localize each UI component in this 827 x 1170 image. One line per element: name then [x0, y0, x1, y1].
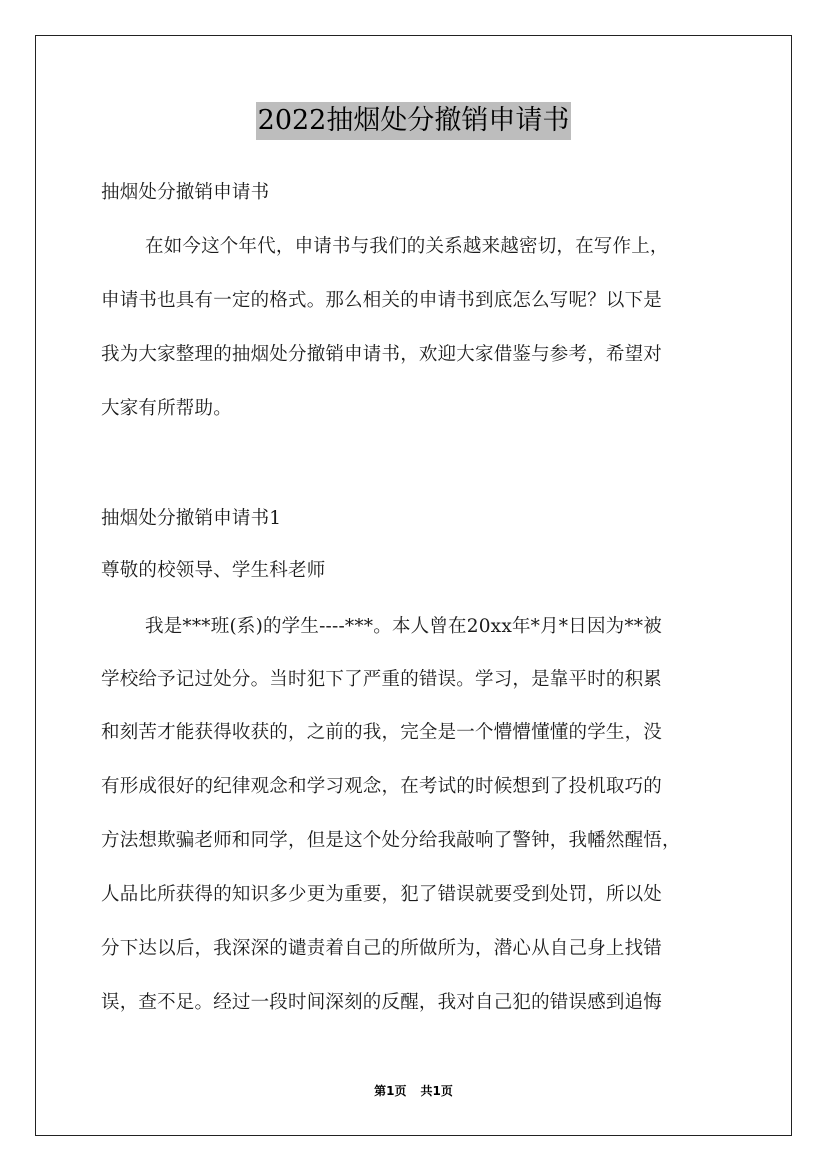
- title-container: [0, 102, 827, 140]
- section-heading: 抽烟处分撤销申请书1: [101, 508, 282, 529]
- document-subtitle: 抽烟处分撤销申请书: [101, 182, 270, 203]
- body-line: 学校给予记过处分。当时犯下了严重的错误。学习，是靠平时的积累: [101, 669, 663, 690]
- intro-line: 我为大家整理的抽烟处分撤销申请书，欢迎大家借鉴与参考，希望对: [101, 344, 663, 365]
- intro-line: 大家有所帮助。: [101, 398, 232, 419]
- body-line: 有形成很好的纪律观念和学习观念，在考试的时候想到了投机取巧的: [101, 776, 663, 797]
- page-footer: [0, 1083, 827, 1099]
- page-number: 第1页: [374, 1084, 407, 1098]
- body-line: 误，查不足。经过一段时间深刻的反醒，我对自己犯的错误感到追悔: [101, 992, 663, 1013]
- intro-line: 申请书也具有一定的格式。那么相关的申请书到底怎么写呢？以下是: [101, 290, 663, 311]
- body-line: 我是***班(系)的学生----***。本人曾在20xx年*月*日因为**被: [145, 616, 662, 637]
- body-line: 方法想欺骗老师和同学，但是这个处分给我敲响了警钟，我幡然醒悟，: [101, 830, 681, 851]
- intro-line: 在如今这个年代，申请书与我们的关系越来越密切，在写作上，: [145, 236, 669, 257]
- body-line: 分下达以后，我深深的谴责着自己的所做所为，潜心从自己身上找错: [101, 938, 663, 959]
- body-line: 人品比所获得的知识多少更为重要，犯了错误就要受到处罚，所以处: [101, 884, 663, 905]
- body-line: 和刻苦才能获得收获的，之前的我，完全是一个懵懵懂懂的学生，没: [101, 722, 663, 743]
- page-total: 共1页: [420, 1084, 453, 1098]
- salutation: 尊敬的校领导、学生科老师: [101, 560, 326, 581]
- document-title: 2022抽烟处分撤销申请书: [256, 102, 572, 140]
